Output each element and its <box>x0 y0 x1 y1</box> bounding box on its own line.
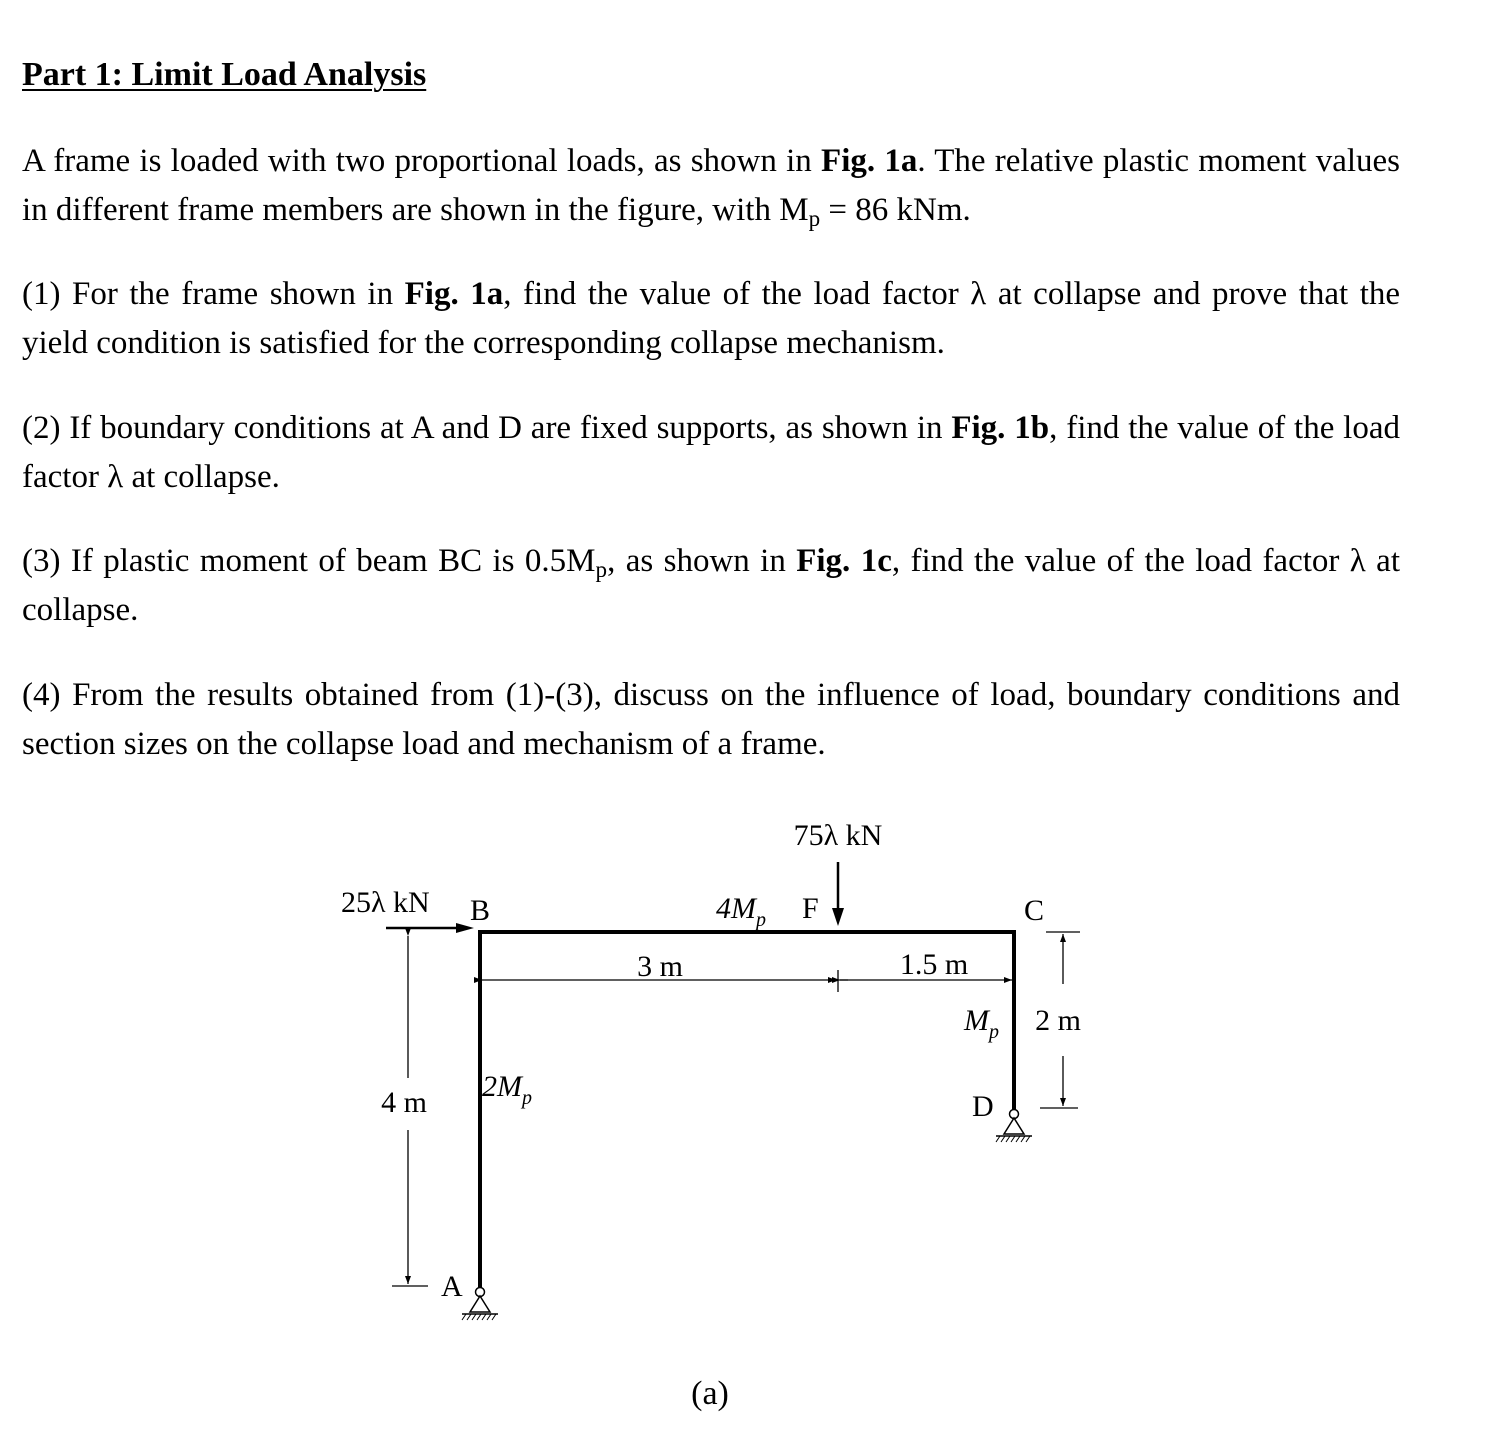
question-2 <box>22 404 1400 502</box>
q2-text-1: (2) If boundary conditions at A and D are fixed supports, as shown in <box>22 410 952 446</box>
q3-text-1: (3) If plastic moment of beam BC is 0.5M <box>22 543 596 579</box>
q4-text-1: (4) From the results obtained from (1)-(3), discuss on the influence of load, boundary conditions and section sizes on the collapse load and mechanism of a frame. <box>22 677 1400 762</box>
node-c-label: C <box>1024 894 1045 927</box>
question-1 <box>22 270 1400 368</box>
dim-right-height-label: 2 m <box>1035 1004 1081 1037</box>
vertical-load-arrow-icon <box>832 862 844 926</box>
dim-fc-label: 1.5 m <box>899 948 969 981</box>
q1-text-2: , find the value of the load factor λ at collapse and prove that the yield condition is satisfied for the corresponding collapse mechanism. <box>22 276 1401 361</box>
fig-1c-ref: Fig. 1c <box>796 543 892 579</box>
horizontal-load-label: 25λ kN <box>341 886 430 919</box>
q1-text-1: (1) For the frame shown in <box>22 276 405 312</box>
dim-bf-label: 3 m <box>637 950 683 983</box>
q2-text-2: , find the value of the load factor λ at collapse. <box>22 410 1400 495</box>
q3-text-3: , find the value of the load factor λ at collapse. <box>22 543 1400 628</box>
figure-caption: (a) <box>691 1375 729 1412</box>
frame-figure <box>0 800 1506 1434</box>
intro-text-3: = 86 kNm. <box>820 192 971 228</box>
pin-support-d-icon <box>996 1110 1032 1143</box>
node-f-label: F <box>802 892 819 925</box>
fig-1a-ref: Fig. 1a <box>404 276 504 312</box>
right-column-moment-label: $M_p$ <box>964 1004 999 1043</box>
pin-support-a-icon <box>462 1288 498 1321</box>
node-a-label: A <box>441 1270 463 1303</box>
horizontal-load-arrow-icon <box>386 923 474 933</box>
intro-text-1: A frame is loaded with two proportional loads, as shown in <box>22 143 822 179</box>
fig-1b-ref: Fig. 1b <box>951 410 1050 446</box>
fig-1a-ref: Fig. 1a <box>821 143 918 179</box>
q3-text-2: , as shown in <box>607 543 797 579</box>
section-heading: Part 1: Limit Load Analysis <box>22 56 427 93</box>
intro-paragraph <box>22 137 1400 235</box>
intro-text-2: . The relative plastic moment values in different frame members are shown in the figure, with M <box>22 143 1400 228</box>
vertical-load-label: 75λ kN <box>793 819 883 852</box>
mp-subscript: p <box>595 555 608 582</box>
left-column-moment-label: $2M_p$ <box>482 1070 532 1109</box>
question-4 <box>22 671 1400 769</box>
node-b-label: B <box>470 894 491 927</box>
question-3 <box>22 537 1400 635</box>
mp-subscript: p <box>808 204 821 231</box>
beam-moment-label: $4M_p$ <box>716 892 766 931</box>
dim-left-height-label: 4 m <box>381 1086 427 1119</box>
node-d-label: D <box>972 1090 994 1123</box>
